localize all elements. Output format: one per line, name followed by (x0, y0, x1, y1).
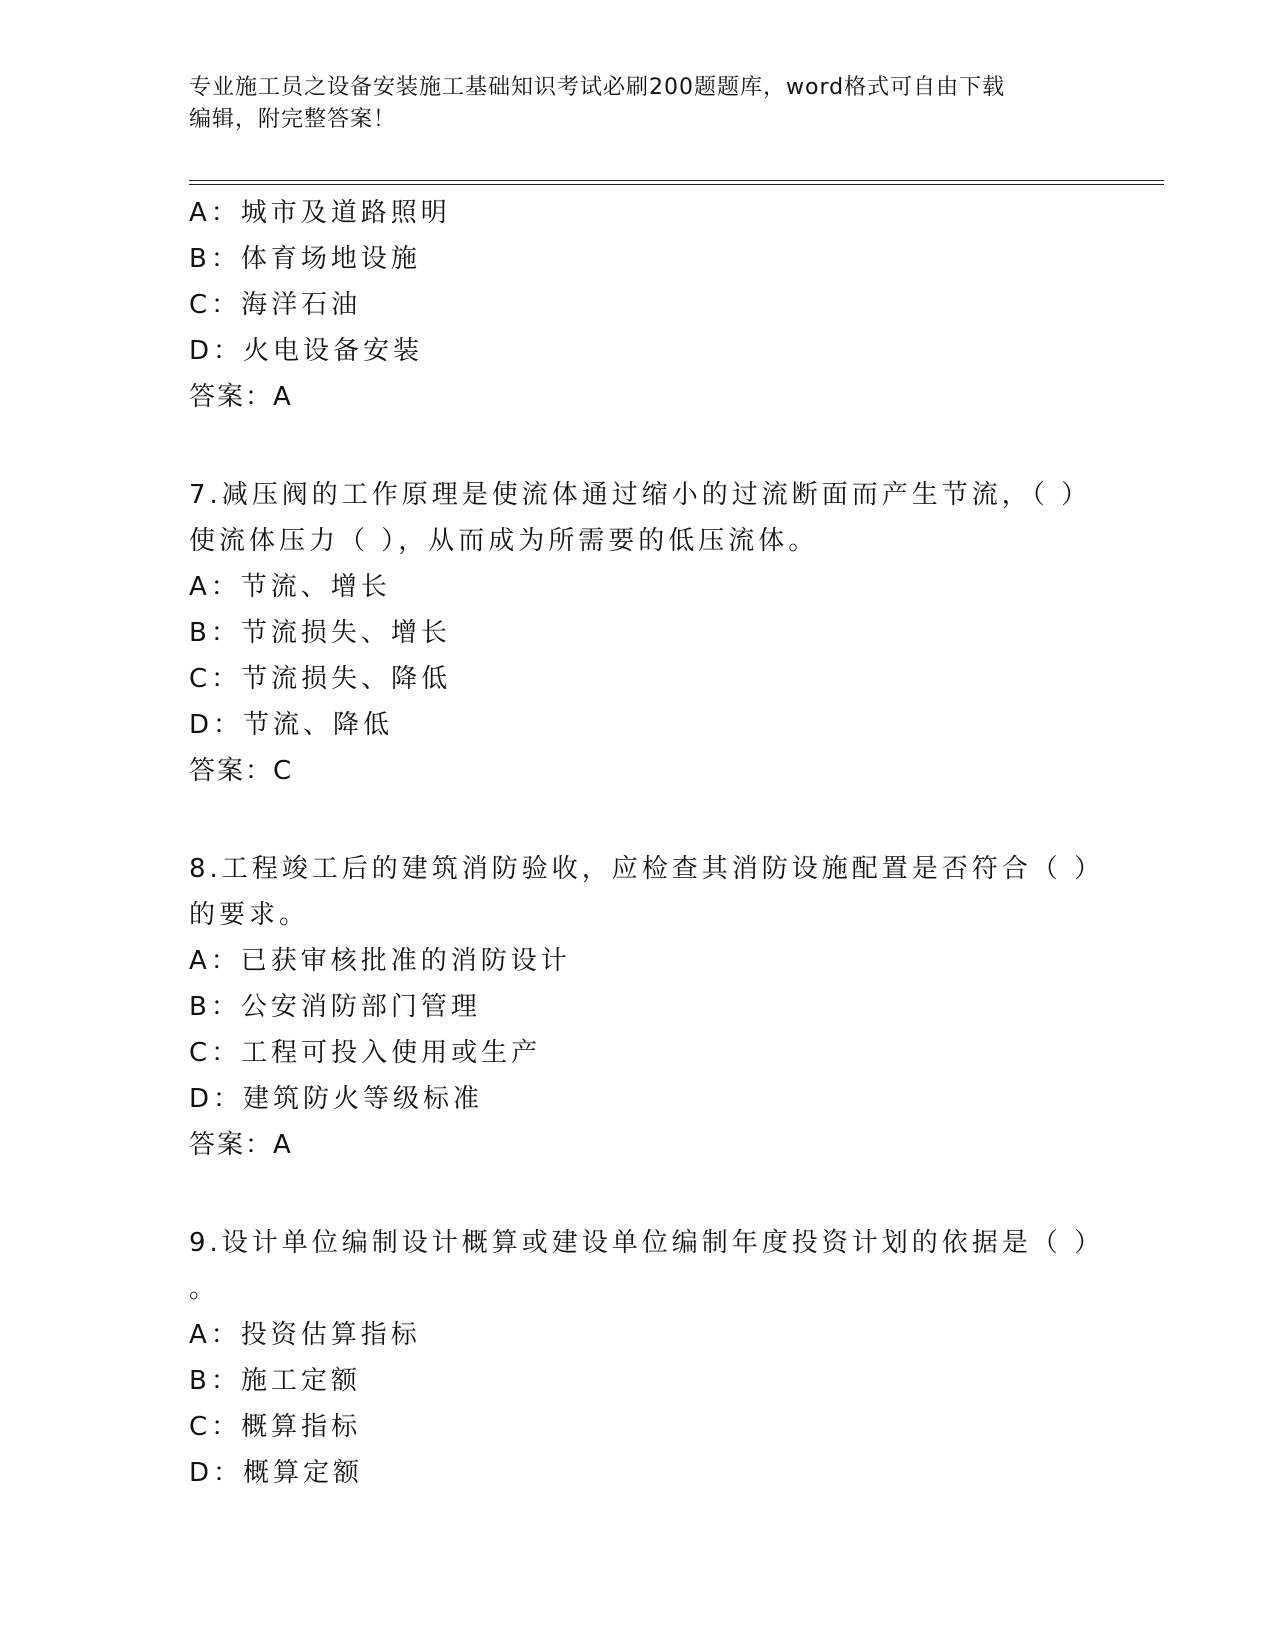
header-line-1: 专业施工员之设备安装施工基础知识考试必刷200题题库，word格式可自由下载 (189, 75, 1006, 100)
question-text-line-2: 。 (189, 1274, 220, 1304)
answer-line: 答案：C (189, 756, 294, 786)
header-divider-bottom (189, 184, 1164, 185)
question-text-line-1: 7.减压阀的工作原理是使流体通过缩小的过流断面而产生节流，（ ） (189, 480, 1092, 510)
answer-line: 答案：A (189, 382, 293, 412)
option-a: A：城市及道路照明 (189, 198, 451, 228)
option-c: C：海洋石油 (189, 290, 362, 320)
option-c: C：节流损失、降低 (189, 664, 452, 694)
option-b: B：节流损失、增长 (189, 618, 451, 648)
question-block-7 (189, 472, 1092, 794)
option-b: B：公安消防部门管理 (189, 992, 481, 1022)
question-text-line-1: 9.设计单位编制设计概算或建设单位编制年度投资计划的依据是（ ） (189, 1228, 1105, 1258)
option-a: A：投资估算指标 (189, 1320, 421, 1350)
document-header (189, 72, 1069, 136)
option-c: C：概算指标 (189, 1412, 362, 1442)
option-d: D：建筑防火等级标准 (189, 1084, 484, 1114)
question-block-6 (189, 190, 1089, 420)
option-d: D：火电设备安装 (189, 336, 424, 366)
option-d: D：节流、降低 (189, 710, 394, 740)
question-block-9 (189, 1220, 1105, 1496)
option-b: B：体育场地设施 (189, 244, 421, 274)
header-line-2: 编辑，附完整答案！ (189, 107, 397, 132)
answer-line: 答案：A (189, 1130, 293, 1160)
question-list (189, 190, 1105, 1496)
option-b: B：施工定额 (189, 1366, 361, 1396)
option-d: D：概算定额 (189, 1458, 364, 1488)
option-c: C：工程可投入使用或生产 (189, 1038, 542, 1068)
question-block-8 (189, 846, 1105, 1168)
option-a: A：节流、增长 (189, 572, 391, 602)
header-divider-top (189, 180, 1164, 181)
question-text-line-1: 8.工程竣工后的建筑消防验收，应检查其消防设施配置是否符合（ ） (189, 854, 1105, 884)
option-a: A：已获审核批准的消防设计 (189, 946, 571, 976)
question-text-line-2: 使流体压力（ ），从而成为所需要的低压流体。 (189, 526, 819, 556)
question-text-line-2: 的要求。 (189, 900, 310, 930)
